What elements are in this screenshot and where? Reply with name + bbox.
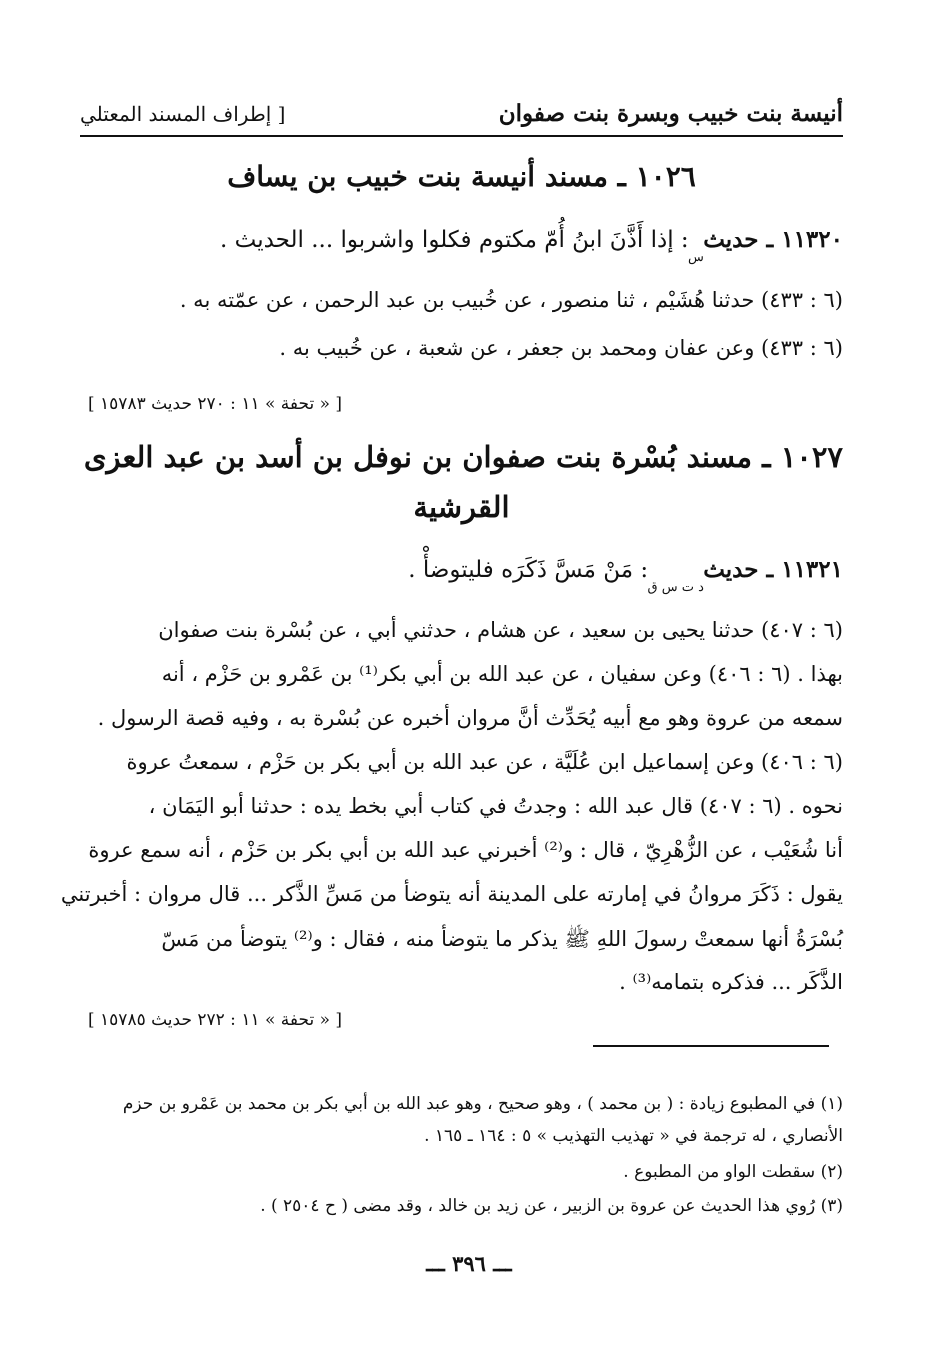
body-line: (٦ : ٤٠٧) حدثنا يحيى بن سعيد ، عن هشام ، حدثني أبي ، عن بُسْرة بنت صفوان <box>158 618 843 642</box>
footnote: (١) في المطبوع زيادة : ( بن محمد ) ، وهو صحيح ، وهو عبد الله بن أبي بكر بن محمد بن عَمْرو بن حزم <box>122 1094 843 1114</box>
section-title-1027-line1: ١٠٢٧ ـ مسند بُسْرة بنت صفوان بن نوفل بن أسد بن عبد العزى <box>83 440 843 474</box>
body-line: يقول : ذَكَرَ مروانُ في إمارته على المدينة أنه يتوضأ من مَسِّ الذَّكر ... قال مروان : أخبرتني <box>60 882 843 906</box>
tuhfa-reference: [ « تحفة » ١١ : ٢٧٠ حديث ١٥٧٨٣ ] <box>88 394 343 414</box>
footnote: (٣) رُوي هذا الحديث عن عروة بن الزبير ، عن زيد بن خالد ، وقد مضى ( ح ٢٥٠٤ ) . <box>260 1196 843 1216</box>
hadith-11320 <box>80 226 843 265</box>
section-title-1027-line2: القرشية <box>413 490 510 524</box>
hadith-text: : مَنْ مَسَّ ذَكَرَه فليتوضأْ . <box>408 557 649 583</box>
hadith-number: ١١٣٢٠ ـ حديث <box>703 226 843 253</box>
footnote-rule <box>593 1045 829 1047</box>
hadith-11321 <box>80 556 843 595</box>
book-title: [ إطراف المسند المعتلي <box>80 102 286 126</box>
siglum: د ت س ق <box>647 580 704 595</box>
body-line: بُسْرَةُ أنها سمعتْ رسولَ اللهِ ﷺ يذكر ما يتوضأ منه ، فقال : و⁽²⁾ يتوضأ من مَسّ <box>161 927 843 951</box>
body-line: الذَّكَر ... فذكره بتمامه⁽³⁾ . <box>619 970 843 994</box>
isnad-line: (٦ : ٤٣٣) وعن عفان ومحمد بن جعفر ، عن شعبة ، عن خُبيب به . <box>279 336 843 360</box>
header-rule <box>80 135 843 137</box>
hadith-number: ١١٣٢١ ـ حديث <box>703 556 843 583</box>
body-line: بهذا . (٦ : ٤٠٦) وعن سفيان ، عن عبد الله بن أبي بكر⁽¹⁾ بن عَمْرو بن حَزْم ، أنه <box>161 662 843 686</box>
body-line: (٦ : ٤٠٦) وعن إسماعيل ابن عُلَيَّة ، عن عبد الله بن أبي بكر بن حَزْم ، سمعتُ عروة <box>126 750 843 774</box>
footnote: الأنصاري ، له ترجمة في « تهذيب التهذيب » ٥ : ١٦٤ ـ ١٦٥ . <box>424 1126 843 1146</box>
footnote: (٢) سقطت الواو من المطبوع . <box>623 1162 843 1182</box>
section-title-1026: ١٠٢٦ ـ مسند أنيسة بنت خبيب بن يساف <box>227 160 696 193</box>
body-line: أنا شُعَيْب ، عن الزُّهْرِيّ ، قال : و⁽²⁾ أخبرني عبد الله بن أبي بكر بن حَزْم ، أنه سمع عروة <box>88 838 843 862</box>
body-line: سمعه من عروة وهو مع أبيه يُحَدِّث أنَّ مروان أخبره عن بُسْرة به ، وفيه قصة الرسول . <box>97 706 843 730</box>
hadith-text: : إذا أَذَّنَ ابنُ أُمّ مكتوم فكلوا واشربوا ... الحديث . <box>220 227 689 253</box>
isnad-line: (٦ : ٤٣٣) حدثنا هُشَيْم ، ثنا منصور ، عن خُبيب بن عبد الرحمن ، عن عمّته به . <box>179 288 843 312</box>
siglum: س <box>688 250 704 265</box>
running-title: أنيسة بنت خبيب وبسرة بنت صفوان <box>498 100 843 127</box>
running-header <box>80 96 843 136</box>
tuhfa-reference: [ « تحفة » ١١ : ٢٧٢ حديث ١٥٧٨٥ ] <box>88 1010 343 1030</box>
page-number: ـــ ٣٩٦ ـــ <box>426 1251 512 1276</box>
body-line: نحوه . (٦ : ٤٠٧) قال عبد الله : وجدتُ في كتاب أبي بخط يده : حدثنا أبو اليَمَان ، <box>148 794 843 818</box>
